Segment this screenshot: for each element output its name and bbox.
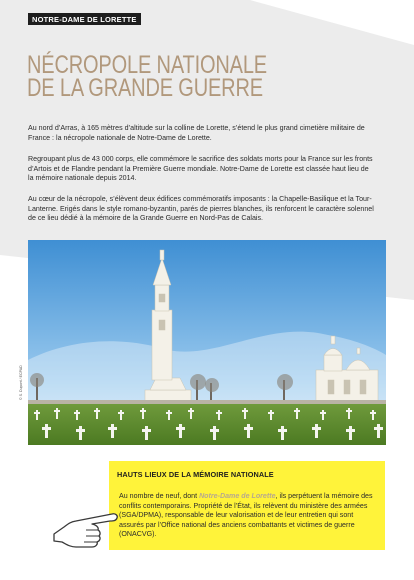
section-tag: NOTRE-DAME DE LORETTE (28, 13, 141, 25)
paragraph-history: Regroupant plus de 43 000 corps, elle commémore le sacrifice des soldats morts pour la France sur les fronts d’Artois et de Flandre pendant la Première Guerre mondiale. Notre-Dame de Lorette est classée haut lieu de la mémoire nationale depuis 2014. (28, 155, 373, 183)
callout-title: HAUTS LIEUX DE LA MÉMOIRE NATIONALE (117, 470, 274, 479)
page-title-line-2: DE LA GRANDE GUERRE (27, 74, 263, 102)
pointing-hand-icon (52, 494, 122, 554)
callout-highlight: Notre-Dame de Lorette (199, 492, 276, 500)
page-title (27, 51, 267, 102)
callout-text-start: Au nombre de neuf, dont (119, 492, 200, 500)
page-title-line-1: NÉCROPOLE NATIONALE (27, 51, 267, 79)
callout-text-end: , ils perpétuent la mémoire des conflits contemporains. Propriété de l’État, ils relèvent du ministère des armées (SGA/DPMA), responsable de leur valorisation et de leur entretien qui sont assurés par l’Office national des anciens combattants et victimes de guerre (ONACVG). (119, 492, 373, 539)
necropolis-photo (28, 240, 386, 445)
necropolis-illustration (28, 240, 386, 445)
paragraph-intro: Au nord d’Arras, à 165 mètres d’altitude sur la colline de Lorette, s’étend le plus grand cimetière militaire de France : la nécropole nationale de Notre-Dame de Lorette. (28, 124, 365, 142)
callout-text (119, 492, 379, 540)
photo-credit: © S. Dupont / ECPAD (19, 365, 23, 400)
paragraph-monuments: Au cœur de la nécropole, s’élèvent deux édifices commémoratifs imposants : la Chapelle-Basilique et la Tour-Lanterne. Erigés dans le style romano-byzantin, parés de pierres blanches, ils renforcent le caractère solennel de ce lieu dédié à la mémoire de la Grande Guerre en Nord-Pas de Calais. (28, 195, 374, 223)
